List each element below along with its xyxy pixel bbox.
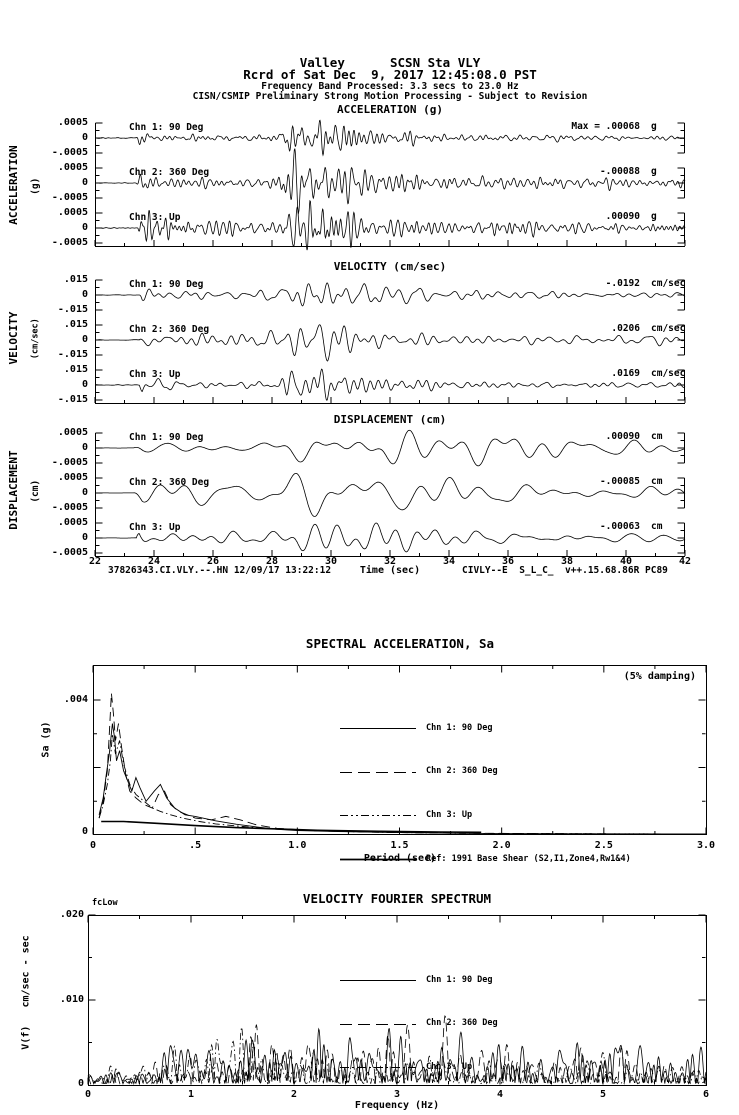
channel-label: Chn 2: 360 Deg <box>129 477 210 488</box>
sa-legend <box>338 689 631 899</box>
time-tick-label: 24 <box>147 556 161 567</box>
vf-legend-row-chn1 <box>338 976 498 985</box>
solid-line-icon <box>338 976 418 985</box>
sa-legend-row-ref <box>338 855 631 864</box>
dash-dot-line-icon <box>338 1063 418 1072</box>
scale-tick-label: .0005 <box>57 517 88 528</box>
period-tick-label: 1.0 <box>288 840 307 851</box>
vf-legend-label-chn1: Chn 1: 90 Deg <box>426 974 493 985</box>
peak-value-label: -.00085 <box>599 476 640 487</box>
scale-tick-label: 0 <box>81 532 88 543</box>
sa-legend-label-chn3: Chn 3: Up <box>426 810 473 821</box>
scale-tick-label: -.0005 <box>51 547 88 558</box>
vf-y-axis-label: V(f) cm/sec - sec <box>20 935 32 1050</box>
acceleration-axis-units: (g) <box>29 177 41 195</box>
time-tick-label: 34 <box>442 556 456 567</box>
peak-value-units: cm/sec <box>651 323 686 334</box>
scale-tick-label: .015 <box>63 319 88 330</box>
acceleration-panel-title: ACCELERATION (g) <box>337 103 443 116</box>
vf-ytick-020: .020 <box>59 909 84 920</box>
scale-tick-label: -.0005 <box>51 457 88 468</box>
peak-value-label: -.00088 <box>599 166 640 177</box>
peak-value-label: .0206 <box>611 323 640 334</box>
channel-label: Chn 1: 90 Deg <box>129 122 204 133</box>
sa-x-axis-label: Period (sec) <box>363 853 437 864</box>
time-tick-label: 22 <box>88 556 102 567</box>
time-axis-label: Time (sec) <box>359 565 421 576</box>
vf-x-axis-label: Frequency (Hz) <box>354 1100 440 1111</box>
peak-value-label: Max = .00068 <box>571 121 640 132</box>
time-tick-label: 40 <box>619 556 633 567</box>
sa-ytick-004: .004 <box>63 694 88 705</box>
dash-dot-line-icon <box>338 811 418 820</box>
dashed-line-icon <box>338 1020 418 1029</box>
frequency-tick-label: 1 <box>187 1089 195 1100</box>
scale-tick-label: -.0005 <box>51 237 88 248</box>
displacement-axis-units: (cm) <box>29 479 41 503</box>
corner-frequency-marker: fcLow <box>92 898 118 908</box>
vf-chart-title: VELOCITY FOURIER SPECTRUM <box>302 891 492 906</box>
scale-tick-label: 0 <box>81 442 88 453</box>
peak-value-units: cm <box>651 431 663 442</box>
peak-value-label: -.00063 <box>599 521 640 532</box>
scale-tick-label: -.0005 <box>51 192 88 203</box>
frequency-tick-label: 6 <box>702 1089 710 1100</box>
displacement-axis-label: DISPLACEMENT <box>6 450 20 530</box>
time-tick-label: 28 <box>265 556 279 567</box>
time-tick-label: 30 <box>324 556 338 567</box>
sa-legend-row-chn3 <box>338 812 631 821</box>
sa-ytick-0: 0 <box>81 826 88 837</box>
sa-legend-label-chn2: Chn 2: 360 Deg <box>426 766 498 777</box>
peak-value-units: cm/sec <box>651 368 686 379</box>
time-tick-label: 42 <box>678 556 692 567</box>
period-tick-label: 1.5 <box>390 840 409 851</box>
vf-legend-row-chn3 <box>338 1064 498 1073</box>
velocity-panel-title: VELOCITY (cm/sec) <box>333 260 447 273</box>
processing-note-line: CISN/CSMIP Preliminary Strong Motion Processing - Subject to Revision <box>192 91 588 102</box>
scale-tick-label: 0 <box>81 289 88 300</box>
scale-tick-label: -.0005 <box>51 502 88 513</box>
period-tick-label: 0 <box>89 840 97 851</box>
scale-tick-label: 0 <box>81 334 88 345</box>
peak-value-label: .0169 <box>611 368 640 379</box>
period-tick-label: 2.0 <box>492 840 511 851</box>
time-tick-label: 38 <box>560 556 574 567</box>
velocity-axis-label: VELOCITY <box>6 311 20 365</box>
vf-legend-label-chn2: Chn 2: 360 Deg <box>426 1018 498 1029</box>
period-tick-label: 3.0 <box>696 840 716 851</box>
scale-tick-label: 0 <box>81 379 88 390</box>
peak-value-units: cm <box>651 521 663 532</box>
time-tick-label: 26 <box>206 556 220 567</box>
peak-value-label: -.0192 <box>605 278 640 289</box>
frequency-tick-label: 0 <box>84 1089 92 1100</box>
channel-label: Chn 2: 360 Deg <box>129 167 210 178</box>
peak-value-units: g <box>651 121 657 132</box>
record-date-line: Rcrd of Sat Dec 9, 2017 12:45:08.0 PST <box>243 67 537 82</box>
channel-label: Chn 3: Up <box>129 522 181 533</box>
scale-tick-label: .0005 <box>57 207 88 218</box>
scale-tick-label: .0005 <box>57 472 88 483</box>
channel-label: Chn 2: 360 Deg <box>129 324 210 335</box>
channel-label: Chn 1: 90 Deg <box>129 279 204 290</box>
scale-tick-label: .015 <box>63 274 88 285</box>
channel-label: Chn 1: 90 Deg <box>129 432 204 443</box>
scale-tick-label: -.015 <box>57 349 88 360</box>
sa-y-axis-label: Sa (g) <box>40 721 52 758</box>
frequency-tick-label: 2 <box>290 1089 298 1100</box>
scale-tick-label: .0005 <box>57 162 88 173</box>
scale-tick-label: 0 <box>81 132 88 143</box>
peak-value-units: g <box>651 166 657 177</box>
thick-solid-line-icon <box>338 855 418 864</box>
peak-value-label: .00090 <box>605 431 640 442</box>
dashed-line-icon <box>338 768 418 777</box>
scale-tick-label: -.015 <box>57 394 88 405</box>
vf-legend-row-chn2 <box>338 1020 498 1029</box>
damping-note: (5% damping) <box>623 671 696 682</box>
scale-tick-label: .0005 <box>57 427 88 438</box>
velocity-axis-units: (cm/sec) <box>30 318 41 360</box>
displacement-seismogram-plot <box>95 430 695 564</box>
scale-tick-label: -.015 <box>57 304 88 315</box>
peak-value-units: cm <box>651 476 663 487</box>
sa-chart-title: SPECTRAL ACCELERATION, Sa <box>305 636 495 651</box>
peak-value-units: cm/sec <box>651 278 686 289</box>
displacement-panel-title: DISPLACEMENT (cm) <box>333 413 447 426</box>
frequency-tick-label: 3 <box>393 1089 401 1100</box>
acceleration-seismogram-plot <box>95 120 695 254</box>
vf-legend-label-chn3: Chn 3: Up <box>426 1062 473 1073</box>
processing-version-footer: CIVLY--E S_L_C_ v++.15.68.86R PC89 <box>462 565 668 576</box>
vf-ytick-0: 0 <box>77 1078 84 1089</box>
scale-tick-label: -.0005 <box>51 147 88 158</box>
peak-value-label: .00090 <box>605 211 640 222</box>
sa-legend-label-chn1: Chn 1: 90 Deg <box>426 722 493 733</box>
sa-legend-row-chn1 <box>338 724 631 733</box>
time-tick-label: 32 <box>383 556 397 567</box>
channel-label: Chn 3: Up <box>129 369 181 380</box>
station-title: Valley SCSN Sta VLY <box>299 55 481 70</box>
period-tick-label: .5 <box>189 840 202 851</box>
frequency-tick-label: 5 <box>599 1089 607 1100</box>
scale-tick-label: .0005 <box>57 117 88 128</box>
scale-tick-label: .015 <box>63 364 88 375</box>
frequency-band-line: Frequency Band Processed: 3.3 secs to 23.0 Hz <box>261 81 519 92</box>
vf-ytick-010: .010 <box>59 994 84 1005</box>
vf-legend <box>338 941 498 1107</box>
channel-label: Chn 3: Up <box>129 212 181 223</box>
scale-tick-label: 0 <box>81 222 88 233</box>
period-tick-label: 2.5 <box>594 840 613 851</box>
velocity-seismogram-plot <box>95 277 695 411</box>
solid-line-icon <box>338 724 418 733</box>
record-id-footer: 37826343.CI.VLY.--.HN 12/09/17 13:22:12 <box>108 565 332 576</box>
sa-legend-label-ref: Ref: 1991 Base Shear (S2,I1,Zone4,Rw1&4) <box>426 853 631 864</box>
scale-tick-label: 0 <box>81 177 88 188</box>
sa-legend-row-chn2 <box>338 768 631 777</box>
frequency-tick-label: 4 <box>496 1089 504 1100</box>
acceleration-axis-label: ACCELERATION <box>6 145 20 225</box>
time-tick-label: 36 <box>501 556 515 567</box>
scale-tick-label: 0 <box>81 487 88 498</box>
peak-value-units: g <box>651 211 657 222</box>
